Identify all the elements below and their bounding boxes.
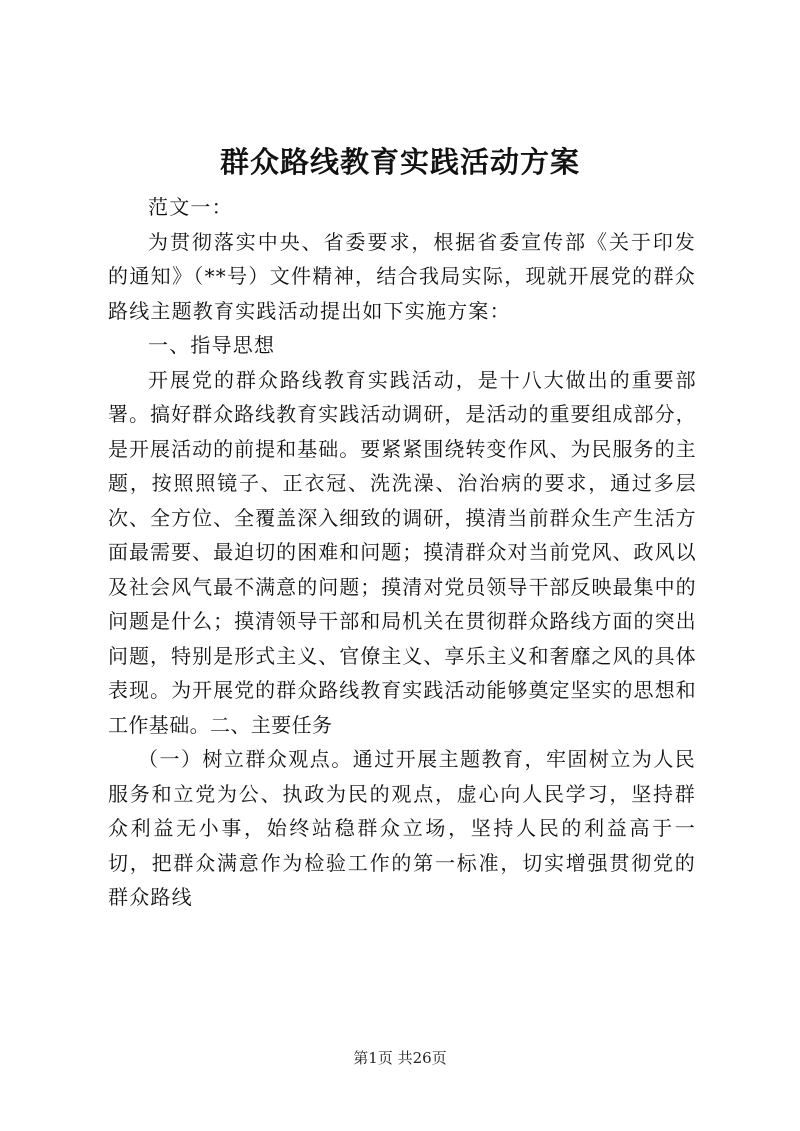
paragraph-sample-label: 范文一： [148, 195, 233, 219]
paragraph-intro: 为贯彻落实中央、省委要求，根据省委宣传部《关于印发的通知》（**号）文件精神，结合我局实际，现就开展党的群众路线主题教育实践活动提出如下实施方案： [108, 229, 696, 323]
document-body [108, 190, 696, 915]
paragraph-guiding-thought: 开展党的群众路线教育实践活动，是十八大做出的重要部署。搞好群众路线教育实践活动调研，是活动的重要组成部分，是开展活动的前提和基础。要紧紧围绕转变作风、为民服务的主题，按照照镜子、正衣冠、洗洗澡、治治病的要求，通过多层次、全方位、全覆盖深入细致的调研，摸清当前群众生产生活方面最需要、最迫切的困难和问题；摸清群众对当前党风、政风以及社会风气最不满意的问题；摸清对党员领导干部反映最集中的问题是什么；摸清领导干部和局机关在贯彻群众路线方面的突出问题，特别是形式主义、官僚主义、享乐主义和奢靡之风的具体表现。为开展党的群众路线教育实践活动能够奠定坚实的思想和工作基础。二、主要任务 [108, 367, 696, 737]
page-footer: 第1页 共26页 [353, 1049, 447, 1067]
document-title: 群众路线教育实践活动方案 [219, 145, 580, 179]
heading-guiding-thought: 一、指导思想 [148, 333, 276, 357]
paragraph-task-one: （一）树立群众观点。通过开展主题教育，牢固树立为人民服务和立党为公、执政为民的观点，虚心向人民学习，坚持群众利益无小事，始终站稳群众立场，坚持人民的利益高于一切，把群众满意作为检验工作的第一标准，切实增强贯彻党的群众路线 [108, 747, 696, 909]
